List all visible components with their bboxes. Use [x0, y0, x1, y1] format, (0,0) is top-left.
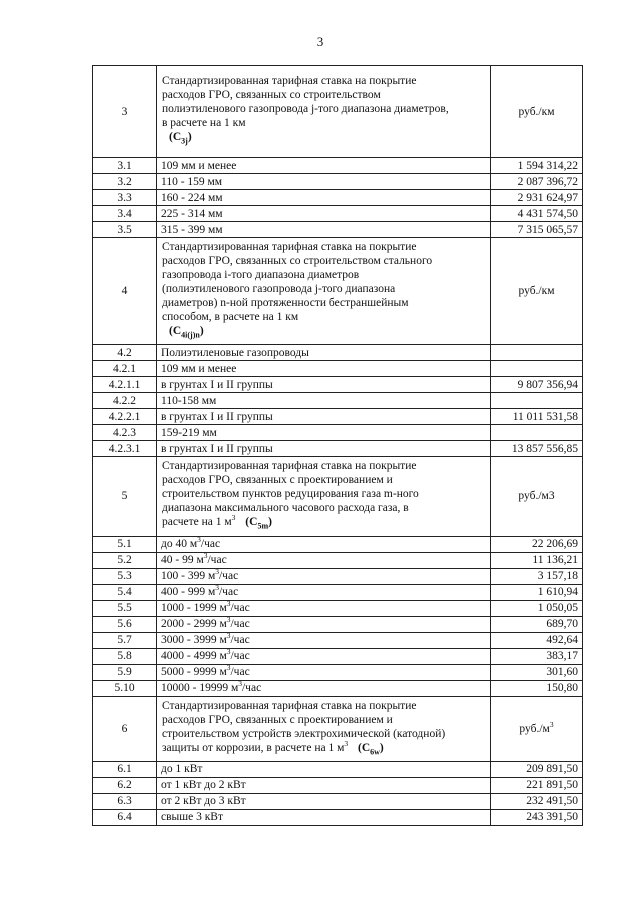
row-description: [157, 441, 491, 457]
row-description: [157, 361, 491, 377]
row-number: 3.3: [93, 190, 157, 206]
row-value: 2 931 624,97: [491, 190, 583, 206]
description-line: Стандартизированная тарифная ставка на покрытие: [162, 699, 417, 712]
row-description: [157, 616, 491, 632]
table-row: [93, 377, 583, 393]
row-number: 5.10: [93, 680, 157, 696]
row-number: 4.2.1: [93, 361, 157, 377]
row-value: 13 857 556,85: [491, 441, 583, 457]
row-value: 1 610,94: [491, 584, 583, 600]
row-value: 1 594 314,22: [491, 158, 583, 174]
row-description: [157, 158, 491, 174]
rate-code-subscript: 3j: [181, 136, 188, 146]
superscript: 3: [215, 568, 219, 577]
superscript: 3: [203, 552, 208, 561]
row-description: [157, 600, 491, 616]
row-description: [157, 425, 491, 441]
table-row: [93, 584, 583, 600]
description-text: 5000 - 9999 м: [161, 666, 227, 679]
description-text: 3000 - 3999 м: [161, 634, 227, 647]
description-text: в грунтах I и II группы: [161, 442, 273, 455]
row-number: 6.2: [93, 777, 157, 793]
row-description: [157, 648, 491, 664]
description-line: расходов ГРО, связанных со строительством: [162, 89, 381, 102]
table-row: [93, 393, 583, 409]
description-suffix: /час: [230, 618, 250, 631]
table-row: [93, 664, 583, 680]
section-description: [157, 696, 491, 761]
description-text: 40 - 99 м: [161, 554, 204, 567]
section-header-row: [93, 457, 583, 536]
description-line: (полиэтиленового газопровода j-того диапазона: [162, 283, 396, 295]
table-row: [93, 552, 583, 568]
description-text: 109 мм и менее: [161, 362, 237, 375]
row-number: 5.8: [93, 648, 157, 664]
rate-code-subscript: 5m: [257, 521, 269, 531]
row-value: 3 157,18: [491, 568, 583, 584]
description-text: 2000 - 2999 м: [161, 618, 227, 631]
row-number: 4.2.3: [93, 425, 157, 441]
section-number: 5: [93, 457, 157, 536]
description-text: 400 - 999 м: [161, 586, 216, 599]
section-unit: [491, 696, 583, 761]
unit-text: руб./м3: [518, 490, 555, 503]
row-value: 4 431 574,50: [491, 206, 583, 222]
row-value: 301,60: [491, 664, 583, 680]
description-text: 160 - 224 мм: [161, 191, 223, 204]
description-text: 1000 - 1999 м: [161, 602, 227, 615]
row-description: [157, 222, 491, 238]
row-number: 5.4: [93, 584, 157, 600]
row-number: 4.2.1.1: [93, 377, 157, 393]
row-value: 1 050,05: [491, 600, 583, 616]
description-text: 4000 - 4999 м: [161, 650, 227, 663]
row-number: 3.4: [93, 206, 157, 222]
section-number: 3: [93, 66, 157, 158]
table-row: [93, 761, 583, 777]
table-row: [93, 441, 583, 457]
description-text: от 2 кВт до 3 кВт: [161, 795, 246, 808]
description-text: 315 - 399 мм: [161, 223, 223, 236]
superscript: 3: [226, 616, 231, 625]
section-number: 6: [93, 696, 157, 761]
section-header-row: [93, 238, 583, 345]
row-value: [491, 345, 583, 361]
row-value: 243 391,50: [491, 809, 583, 825]
section-description: [157, 66, 491, 158]
section-description: [157, 238, 491, 345]
row-number: 3.5: [93, 222, 157, 238]
section-unit: [491, 66, 583, 158]
superscript: 3: [226, 648, 231, 657]
row-number: 3.2: [93, 174, 157, 190]
table-row: [93, 680, 583, 696]
row-value: [491, 425, 583, 441]
row-description: [157, 777, 491, 793]
row-number: 6.1: [93, 761, 157, 777]
table-row: [93, 536, 583, 552]
row-value: 11 011 531,58: [491, 409, 583, 425]
superscript: 3: [215, 584, 219, 593]
description-line: способом, в расчете на 1 км: [162, 311, 299, 323]
row-number: 5.9: [93, 664, 157, 680]
description-line: диаметров) n-ной протяженности бестраншейным: [162, 297, 409, 309]
description-line: строительством устройств электрохимической (катодной): [162, 727, 446, 740]
description-text: от 1 кВт до 2 кВт: [161, 779, 246, 792]
description-text: Полиэтиленовые газопроводы: [161, 346, 309, 359]
row-description: [157, 345, 491, 361]
description-text: 100 - 399 м: [161, 570, 216, 583]
row-description: [157, 793, 491, 809]
rate-code: $(C_{4i(j)n})$: [169, 325, 204, 340]
row-value: 209 891,50: [491, 761, 583, 777]
table-row: [93, 616, 583, 632]
superscript: 3: [226, 632, 231, 641]
description-line: расчете на 1 м: [162, 516, 232, 529]
row-number: 5.2: [93, 552, 157, 568]
row-value: 689,70: [491, 616, 583, 632]
tariff-table: [92, 65, 583, 826]
row-description: [157, 174, 491, 190]
unit-text: руб./км: [518, 105, 555, 118]
row-value: [491, 393, 583, 409]
section-header-row: [93, 696, 583, 761]
row-number: 5.7: [93, 632, 157, 648]
description-text: 10000 - 19999 м: [161, 682, 239, 695]
description-suffix: /час: [230, 650, 250, 663]
row-value: 22 206,69: [491, 536, 583, 552]
section-number: 4: [93, 238, 157, 345]
description-text: 110 - 159 мм: [161, 175, 223, 188]
row-description: [157, 536, 491, 552]
description-line: строительством пунктов редуцирования газа m-ного: [162, 488, 419, 501]
row-number: 4.2: [93, 345, 157, 361]
row-value: 150,80: [491, 680, 583, 696]
row-number: 6.4: [93, 809, 157, 825]
superscript: 3: [344, 738, 349, 748]
row-value: 383,17: [491, 648, 583, 664]
description-line: Стандартизированная тарифная ставка на покрытие: [162, 75, 417, 88]
description-text: свыше 3 кВт: [161, 811, 224, 824]
row-number: 5.6: [93, 616, 157, 632]
row-value: [491, 361, 583, 377]
description-suffix: /час: [200, 538, 221, 551]
description-line: газопровода i-того диапазона диаметров: [162, 269, 360, 281]
row-description: [157, 206, 491, 222]
table-row: [93, 632, 583, 648]
row-value: 2 087 396,72: [491, 174, 583, 190]
rate-code-subscript: 6w: [370, 746, 380, 756]
row-description: [157, 377, 491, 393]
row-value: 232 491,50: [491, 793, 583, 809]
table-row: [93, 174, 583, 190]
description-line: расходов ГРО, связанных со строительством стального: [162, 255, 433, 267]
table-row: [93, 361, 583, 377]
row-description: [157, 393, 491, 409]
description-suffix: /час: [230, 634, 250, 647]
row-number: 4.2.2: [93, 393, 157, 409]
description-text: до 1 кВт: [161, 763, 203, 776]
page-number: 3: [316, 34, 324, 49]
table-row: [93, 648, 583, 664]
table-row: [93, 222, 583, 238]
description-line: Стандартизированная тарифная ставка на покрытие: [162, 241, 417, 253]
row-number: 4.2.2.1: [93, 409, 157, 425]
row-description: [157, 664, 491, 680]
row-number: 5.5: [93, 600, 157, 616]
table-row: [93, 190, 583, 206]
row-number: 6.3: [93, 793, 157, 809]
unit-text: руб./км: [518, 285, 555, 298]
row-value: 221 891,50: [491, 777, 583, 793]
section-unit: [491, 238, 583, 345]
description-text: 110-158 мм: [161, 394, 217, 407]
description-line: защиты от коррозии, в расчете на 1 м: [162, 741, 345, 754]
section-unit: [491, 457, 583, 536]
row-description: [157, 409, 491, 425]
rate-code-subscript: 4i(j)n: [181, 330, 200, 340]
row-number: 5.3: [93, 568, 157, 584]
table-row: [93, 206, 583, 222]
row-number: 3.1: [93, 158, 157, 174]
row-description: [157, 552, 491, 568]
row-description: [157, 190, 491, 206]
description-suffix: /час: [230, 666, 250, 679]
description-text: 225 - 314 мм: [161, 207, 223, 220]
description-text: 159-219 мм: [161, 426, 217, 439]
row-number: 4.2.3.1: [93, 441, 157, 457]
description-text: до 40 м: [161, 538, 198, 551]
rate-code: $(C_{6w})$: [357, 741, 384, 756]
superscript: 3: [226, 664, 231, 673]
description-suffix: /час: [207, 554, 227, 567]
row-description: [157, 761, 491, 777]
row-description: [157, 809, 491, 825]
unit-superscript: 3: [549, 719, 554, 729]
description-suffix: /час: [230, 602, 250, 615]
row-number: 5.1: [93, 536, 157, 552]
description-line: Стандартизированная тарифная ставка на покрытие: [162, 460, 417, 473]
table-row: [93, 158, 583, 174]
description-text: в грунтах I и II группы: [161, 410, 273, 423]
row-description: [157, 584, 491, 600]
rate-code: $(C_{5m})$: [245, 516, 272, 531]
row-value: 11 136,21: [491, 552, 583, 568]
section-description: [157, 457, 491, 536]
unit-text: руб./м: [519, 722, 550, 735]
table-row: [93, 568, 583, 584]
description-text: 109 мм и менее: [161, 159, 237, 172]
tariff-table-body: [93, 66, 583, 826]
superscript: 3: [238, 680, 242, 689]
table-row: [93, 793, 583, 809]
description-suffix: /час: [241, 682, 262, 695]
description-line: расходов ГРО, связанных с проектированием и: [162, 713, 393, 726]
superscript: 3: [226, 600, 231, 609]
table-row: [93, 777, 583, 793]
table-row: [93, 345, 583, 361]
description-suffix: /час: [218, 586, 239, 599]
description-line: диапазона максимального часового расхода газа, в: [162, 502, 409, 515]
row-value: 9 807 356,94: [491, 377, 583, 393]
superscript: 3: [197, 536, 201, 545]
table-row: [93, 809, 583, 825]
row-description: [157, 632, 491, 648]
description-line: расходов ГРО, связанных с проектированием и: [162, 474, 393, 487]
description-line: полиэтиленового газопровода j-того диапазона диаметров,: [162, 103, 449, 116]
row-value: 7 315 065,57: [491, 222, 583, 238]
section-header-row: [93, 66, 583, 158]
table-row: [93, 425, 583, 441]
rate-code: $(C_{3j})$: [169, 131, 192, 146]
table-row: [93, 600, 583, 616]
description-line: в расчете на 1 км: [162, 117, 246, 130]
row-description: [157, 568, 491, 584]
row-value: 492,64: [491, 632, 583, 648]
table-row: [93, 409, 583, 425]
superscript: 3: [231, 513, 236, 523]
description-text: в грунтах I и II группы: [161, 378, 273, 391]
row-description: [157, 680, 491, 696]
description-suffix: /час: [218, 570, 239, 583]
